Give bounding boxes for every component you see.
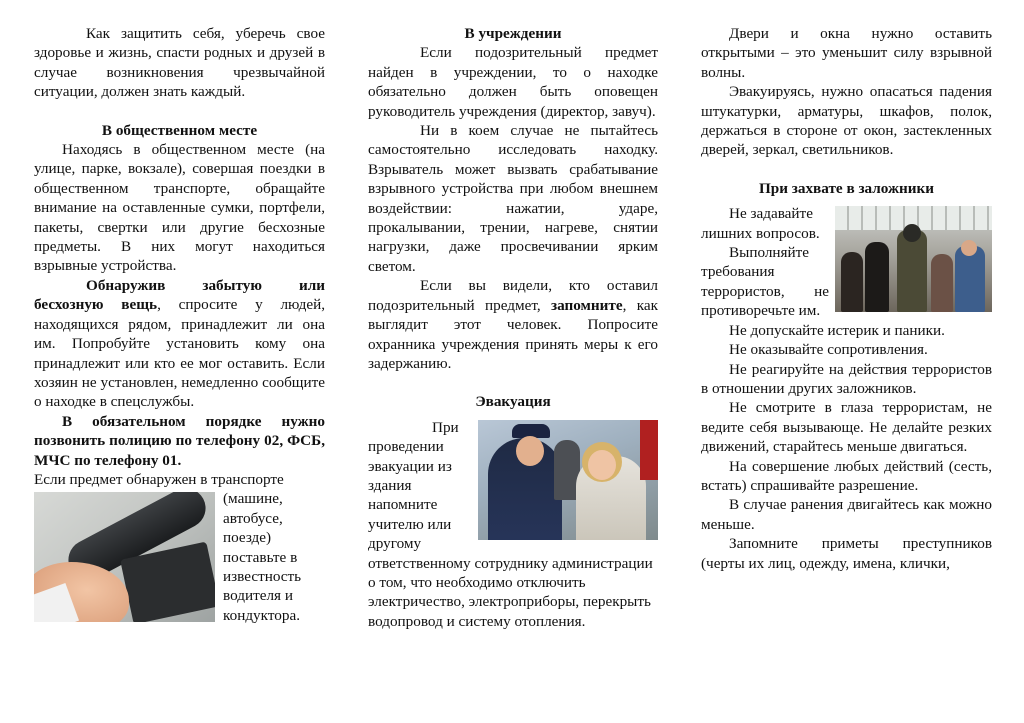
doors-text: Двери и окна нужно оставить открытыми – это уменьшит силу взрывной волны.: [701, 25, 992, 81]
found-item-bold: Обнаружив забытую или бесхозную вещь: [34, 276, 325, 314]
must-call-bold: В обязательном порядке нужно позвонить полицию по телефону 02, ФСБ, МЧС по телефону 01.: [34, 412, 325, 469]
hostage-rule-2: Выполняйте требования террористов, не противоречьте им.: [701, 244, 829, 320]
evacuating-text: Эвакуируясь, нужно опасаться падения штукатурки, арматуры, шкафов, полок, держаться в стороне от окон, застекленных дверей, зеркал, светильников.: [701, 83, 992, 159]
hostage-heading: При захвате в заложники: [758, 179, 935, 197]
hostage-rule-5: Не реагируйте на действия террористов в отношении других заложников.: [701, 360, 992, 397]
must-call-text: [34, 412, 325, 470]
child-figure: [955, 246, 985, 312]
column-left: [34, 24, 325, 626]
hostage-photo: [835, 206, 992, 312]
officer-face: [516, 436, 544, 466]
hostage-rule-7: На совершение любых действий (сесть, встать) спрашивайте разрешение.: [701, 457, 992, 494]
evacuation-text: При проведении эвакуации из здания напомните учителю или другому ответственному сотруднику администрации о том, что необходимо отключить электричество, электроприборы, перекрыть водопровод и систему отопления.: [368, 418, 653, 630]
hostage-rule-3: Не допускайте истерик и паники.: [729, 321, 945, 339]
transport-rest: (машине, автобусе, поезде) поставьте в известность водителя и кондуктора.: [223, 490, 302, 624]
red-background: [640, 420, 658, 480]
institution-heading: В учреждении: [464, 25, 562, 42]
institution-text-3a: Если вы видели, кто оставил подозрительный предмет,: [368, 277, 658, 314]
institution-text-3: [368, 276, 658, 373]
hostage-rule-6: Не смотрите в глаза террористам, не ведите себя вызывающе. Не делайте резких движений, старайтесь меньше двигаться.: [701, 399, 992, 456]
column-middle: [368, 24, 658, 631]
transport-line: Если предмет обнаружен в транспорте: [34, 470, 284, 488]
phone-photo: [34, 492, 215, 622]
woman-face: [588, 450, 616, 480]
hostage-rule-8: В случае ранения двигайтесь как можно меньше.: [701, 496, 992, 533]
intro-text: Как защитить себя, уберечь свое здоровье и жизнь, спасти родных и друзей в случае возникновения чрезвычайной ситуации, должен знать каждый.: [34, 25, 325, 101]
found-item-paragraph: [34, 276, 325, 412]
armed-man-figure: [897, 230, 927, 312]
remember-bold: запомните: [550, 296, 623, 314]
institution-text-2: Ни в коем случае не пытайтесь самостоятельно исследовать находку. Взрыватель может вызвать срабатывание взрывного устройства при любом внешнем воздействии: нажатии, ударе, прокалывании, трении, нагреве, снятии нагрузки, даже просвечивании ярким светом.: [368, 122, 658, 275]
found-item-rest: , спросите у людей, находящихся рядом, принадлежит ли она им. Попробуйте установить кому она принадлежит или кто ее мог оставить. Если хозяин не установлен, немедленно сообщите о находке в спецслужбы.: [34, 296, 325, 411]
institution-text-1: Если подозрительный предмет найден в учреждении, то о находке обязательно должен быть оповещен руководитель учреждения (директор, завуч).: [368, 44, 658, 120]
person-figure: [865, 242, 889, 312]
person-figure: [841, 252, 863, 312]
hostage-rule-9: Запомните приметы преступников (черты их лиц, одежду, имена, клички,: [701, 535, 992, 572]
public-place-heading: В общественном месте: [101, 121, 258, 139]
public-place-text: Находясь в общественном месте (на улице, парке, вокзале), совершая поездки в общественном транспорте, обращайте внимание на оставленные сумки, портфели, пакеты, свертки или другие бесхозные предметы. В них могут находиться взрывные устройства.: [34, 141, 325, 275]
evacuation-photo: [478, 420, 658, 540]
hostage-rule-1: Не задавайте лишних вопросов.: [701, 205, 820, 242]
person-figure: [931, 254, 953, 312]
institution-text-3b: , как выглядит этот человек. Попросите охранника учреждения принять меры к его задержанию.: [368, 296, 658, 372]
column-right: [701, 24, 992, 573]
evacuation-heading: Эвакуация: [475, 393, 551, 411]
hostage-rule-4: Не оказывайте сопротивления.: [729, 341, 928, 359]
